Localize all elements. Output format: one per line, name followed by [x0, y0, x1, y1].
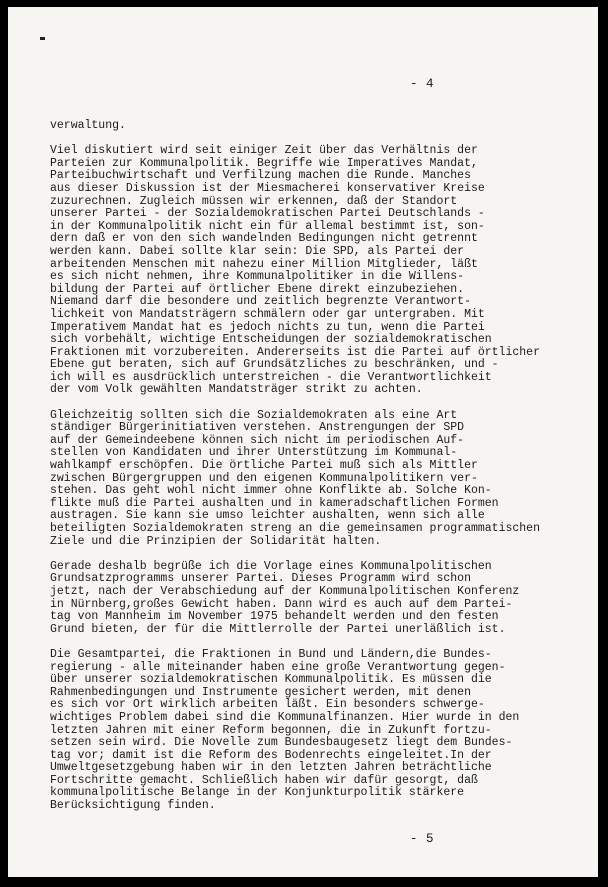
text-line: Viel diskutiert wird seit einiger Zeit über das Verhältnis der: [50, 144, 478, 158]
text-line: Imperativem Mandat hat es jedoch nichts zu tun, wenn die Partei: [50, 320, 485, 334]
text-line: kommunalpolitische Belange in der Konjunkturpolitik stärkere: [50, 786, 465, 800]
text-line: in der Kommunalpolitik nicht ein für allemal bestimmt ist, son-: [50, 219, 485, 233]
text-line: es sich nicht nehmen, ihre Kommunalpolitiker in die Willens-: [50, 270, 465, 284]
text-line: der vom Volk gewählten Mandatsträger strikt zu achten.: [50, 383, 423, 397]
paragraph: [50, 649, 590, 813]
text-line: Umweltgesetzgebung haben wir in den letzten Jahren beträchtliche: [50, 761, 492, 775]
text-line: wahlkampf erschöpfen. Die örtliche Partei muß sich als Mittler: [50, 459, 478, 473]
body-text: [50, 120, 590, 825]
text-line: bildung der Partei auf örtlicher Ebene direkt einzubeziehen.: [50, 282, 465, 296]
text-line: beteiligten Sozialdemokraten streng an die gemeinsamen programmatischen: [50, 522, 540, 535]
page-number-bottom: - 5: [410, 832, 435, 846]
text-line: unserer Partei - der Sozialdemokratischen Partei Deutschlands -: [50, 207, 485, 221]
text-line: lichkeit von Mandatsträgern schmälern oder gar untergraben. Mit: [50, 307, 485, 321]
text-line: Gerade deshalb begrüße ich die Vorlage eines Kommunalpolitischen: [50, 559, 492, 573]
text-line: dern daß er von den sich wandelnden Bedingungen nicht getrennt: [50, 232, 478, 246]
text-line: Ebene gut beraten, sich auf Grundsätzliches zu beschränken, und -: [50, 358, 499, 372]
text-line: zuzurechnen. Zugleich müssen wir erkennen, daß der Standort: [50, 194, 458, 208]
text-line: Berücksichtigung finden.: [50, 799, 216, 813]
page-number-top: - 4: [410, 77, 435, 91]
text-line: Parteien zur Kommunalpolitik. Begriffe wie Imperatives Mandat,: [50, 156, 478, 170]
text-line: Parteibuchwirtschaft und Verfilzung machen die Runde. Manches: [50, 169, 471, 183]
text-line: stellen von Kandidaten und ihrer Unterstützung im Kommunal-: [50, 446, 458, 460]
text-line: über unserer sozialdemokratischen Kommunalpolitik. Es müssen die: [50, 673, 492, 687]
paragraph: [50, 120, 590, 133]
text-line: Niemand darf die besondere und zeitlich begrenzte Verantwort-: [50, 295, 471, 309]
text-line: Fortschritte gemacht. Schließlich haben wir dafür gesorgt, daß: [50, 773, 478, 787]
text-line: in Nürnberg,großes Gewicht haben. Dann wird es auch auf dem Partei-: [50, 597, 513, 611]
text-line: ich will es ausdrücklich unterstreichen - die Verantwortlichkeit: [50, 370, 492, 384]
text-line: zwischen Bürgergruppen und den eigenen Kommunalpolitikern ver-: [50, 471, 478, 485]
paragraph: [50, 410, 590, 549]
text-line: stehen. Das geht wohl nicht immer ohne Konflikte ab. Solche Kon-: [50, 484, 492, 498]
text-line: setzen sein wird. Die Novelle zum Bundesbaugesetz liegt dem Bundes-: [50, 736, 513, 750]
paragraph: [50, 145, 590, 397]
paragraph: [50, 561, 590, 637]
text-line: es sich vor Ort wirklich arbeiten läßt. Ein besonders schwerge-: [50, 698, 485, 712]
text-line: flikte muß die Partei aushalten und in kameradschaftlichen Formen: [50, 496, 499, 510]
text-line: sich vorbehält, wichtige Entscheidungen der sozialdemokratischen: [50, 333, 492, 347]
text-line: Die Gesamtpartei, die Fraktionen in Bund und Ländern,die Bundes-: [50, 647, 492, 661]
text-line: arbeitenden Menschen mit nahezu einer Million Mitglieder, läßt: [50, 257, 478, 271]
text-line: tag von Mannheim im November 1975 behandelt werden und den festen: [50, 610, 499, 624]
text-line: jetzt, nach der Verabschiedung auf der Kommunalpolitischen Konferenz: [50, 584, 520, 598]
text-line: Grundsatzprogramms unserer Partei. Dieses Programm wird schon: [50, 572, 471, 586]
text-line: austragen. Sie kann sie umso leichter aushalten, wenn sich alle: [50, 509, 485, 523]
document-page: [8, 7, 598, 877]
text-line: aus dieser Diskussion ist der Miesmacherei konservativer Kreise: [50, 181, 485, 195]
text-line: verwaltung.: [50, 119, 126, 132]
text-line: Fraktionen mit vorzubereiten. Andererseits ist die Partei auf örtlicher: [50, 345, 540, 359]
text-line: letzten Jahren mit einer Reform begonnen, die in Zukunft fortzu-: [50, 723, 492, 737]
text-line: Rahmenbedingungen und Instrumente gesichert werden, mit denen: [50, 685, 471, 699]
text-line: wichtiges Problem dabei sind die Kommunalfinanzen. Hier wurde in den: [50, 710, 520, 724]
text-line: Ziele und die Prinzipien der Solidarität halten.: [50, 534, 382, 548]
text-line: tag vor; damit ist die Reform des Bodenrechts eingeleitet.In der: [50, 748, 492, 762]
scan-mark: [40, 37, 45, 40]
text-line: Gleichzeitig sollten sich die Sozialdemokraten als eine Art: [50, 408, 458, 422]
text-line: ständiger Bürgerinitiativen verstehen. Anstrengungen der SPD: [50, 421, 465, 435]
text-line: Grund bieten, der für die Mittlerrolle der Partei unerläßlich ist.: [50, 622, 506, 636]
text-line: werden kann. Dabei sollte klar sein: Die SPD, als Partei der: [50, 244, 465, 258]
text-line: regierung - alle miteinander haben eine große Verantwortung gegen-: [50, 660, 506, 674]
text-line: auf der Gemeindeebene können sich nicht im periodischen Auf-: [50, 433, 465, 447]
